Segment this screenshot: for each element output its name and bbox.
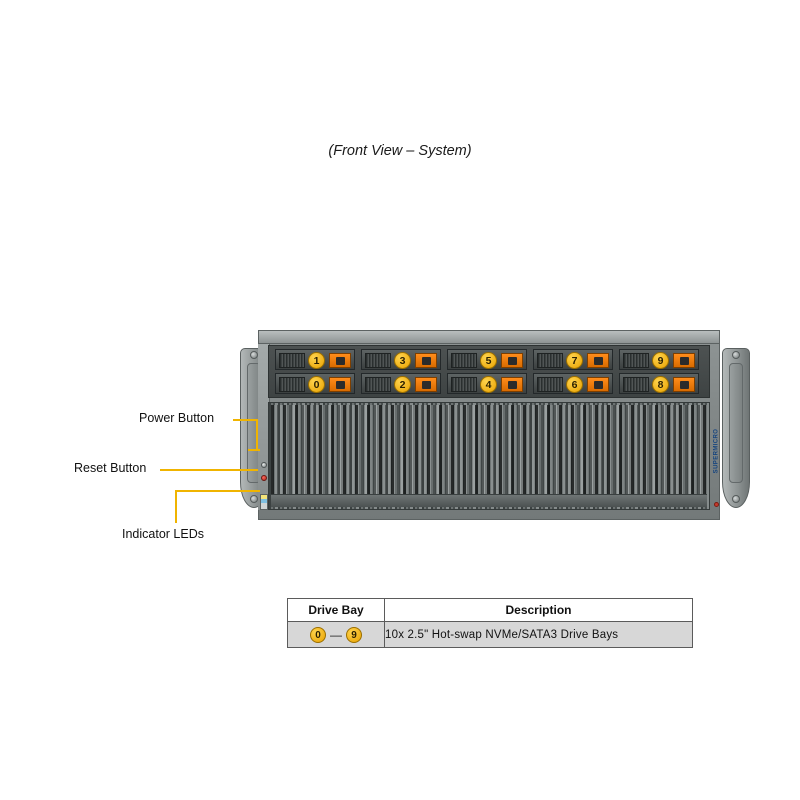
drive-bay[interactable] [533,349,613,370]
brand-plate [712,425,720,477]
drive-bay[interactable] [619,349,699,370]
column-header-drive-bay: Drive Bay [288,599,385,622]
callout-power-button-label: Power Button [139,411,215,425]
vent-bottom-rail [271,494,707,507]
drive-bay-number: 0 [308,376,325,393]
drive-latch-icon[interactable] [673,377,695,392]
drive-vent-icon [537,353,563,368]
drive-bay-number: 2 [394,376,411,393]
vent-slots [271,405,707,495]
drive-bay[interactable] [533,373,613,394]
drive-vent-icon [451,353,477,368]
bay-badge-from: 0 [310,627,326,643]
brand-logo-text: SUPERMICRO [713,428,720,474]
rack-screw-icon [732,351,740,359]
leader-line [233,419,258,421]
drive-vent-icon [451,377,477,392]
drive-bay[interactable] [275,373,355,394]
drive-vent-icon [623,377,649,392]
drive-bay-cage [268,345,710,398]
status-led-icon [714,502,719,507]
leader-line [175,490,260,492]
drive-vent-icon [537,377,563,392]
server-chassis-front-view [240,330,750,520]
callout-indicator-leds-label: Indicator LEDs [122,527,204,541]
table-row [288,622,693,648]
drive-bay-number: 3 [394,352,411,369]
table-header-row [288,599,693,622]
drive-bay-table [287,598,693,648]
drive-latch-icon[interactable] [587,377,609,392]
drive-vent-icon [279,377,305,392]
drive-bay-group [361,349,441,396]
drive-bay-number: 7 [566,352,583,369]
drive-vent-icon [365,377,391,392]
drive-bay-group [275,349,355,396]
drive-vent-icon [623,353,649,368]
drive-latch-icon[interactable] [587,353,609,368]
reset-button[interactable] [261,475,267,481]
drive-bay-number: 1 [308,352,325,369]
drive-latch-icon[interactable] [415,377,437,392]
bay-range-dash: — [330,627,342,642]
drive-bay[interactable] [361,349,441,370]
power-button[interactable] [261,462,267,468]
drive-bay[interactable] [361,373,441,394]
rack-screw-icon [732,495,740,503]
drive-latch-icon[interactable] [673,353,695,368]
leader-line [248,449,260,451]
drive-latch-icon[interactable] [501,353,523,368]
drive-latch-icon[interactable] [329,353,351,368]
drive-bay[interactable] [447,373,527,394]
drive-bay[interactable] [275,349,355,370]
drive-bay-number: 5 [480,352,497,369]
front-ventilation-grille [268,402,710,510]
leader-line [256,419,258,450]
cell-description: 10x 2.5" Hot-swap NVMe/SATA3 Drive Bays [385,622,693,648]
drive-latch-icon[interactable] [329,377,351,392]
chassis-top-lip [258,330,720,344]
drive-bay-number: 6 [566,376,583,393]
drive-bay-number: 8 [652,376,669,393]
drive-latch-icon[interactable] [501,377,523,392]
rack-handle-right [729,363,743,483]
drive-bay[interactable] [619,373,699,394]
rack-ear-right [722,348,750,508]
drive-vent-icon [279,353,305,368]
drive-bay-group [619,349,699,396]
indicator-leds [260,494,268,510]
drive-bay-group [533,349,613,396]
drive-bay-number: 9 [652,352,669,369]
figure-caption: (Front View – System) [328,143,472,159]
callout-reset-button-label: Reset Button [74,461,147,475]
column-header-description: Description [385,599,693,622]
drive-latch-icon[interactable] [415,353,437,368]
rack-screw-icon [250,351,258,359]
drive-bay-group [447,349,527,396]
leader-line [175,490,177,523]
drive-bay[interactable] [447,349,527,370]
drive-bay-number: 4 [480,376,497,393]
leader-line [160,469,258,471]
cell-drive-bay-range [288,622,385,648]
bay-badge-to: 9 [346,627,362,643]
rack-screw-icon [250,495,258,503]
drive-vent-icon [365,353,391,368]
